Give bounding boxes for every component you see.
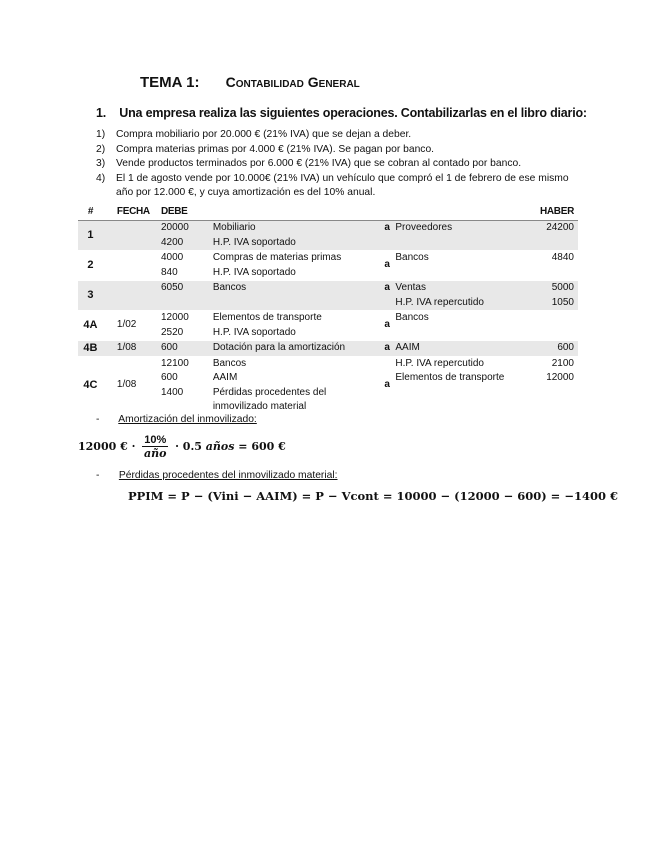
entry-date [103, 221, 161, 251]
journal-row [78, 281, 578, 311]
debit-amounts [161, 341, 213, 357]
credit-amount: 4840 [551, 252, 574, 263]
credit-amount: 1050 [551, 296, 574, 308]
journal-row [78, 341, 578, 357]
credit-amount: 2100 [551, 357, 574, 369]
debit-amount: 1400 [160, 386, 184, 398]
credit-account: H.P. IVA repercutido [395, 296, 484, 308]
credit-account: Bancos [395, 312, 429, 323]
question-heading [96, 106, 587, 120]
debit-account: Bancos [212, 282, 247, 293]
fraction-numerator: 10% [144, 434, 167, 446]
a-separator: a [379, 356, 396, 415]
header-fecha: FECHA [103, 205, 161, 221]
journal-table [78, 205, 578, 415]
entry-number: 4A [78, 311, 103, 341]
a-separator: a [379, 251, 396, 281]
credit-amount: 12000 [546, 372, 574, 383]
debit-account: Compras de materias primas [212, 252, 342, 263]
journal-row [78, 221, 578, 251]
losses-note: - Pérdidas procedentes del inmovilizado material: [96, 470, 338, 481]
debit-account: inmovilizado material [212, 401, 307, 412]
header-haber: HABER [530, 205, 578, 221]
fraction-denominator: año [144, 447, 167, 460]
a-separator: a [379, 281, 396, 311]
credit-account: AAIM [395, 342, 420, 353]
tema-label: TEMA 1: [140, 74, 200, 91]
credit-amount: 600 [557, 342, 574, 353]
operation-text: Compra mobiliario por 20.000 € (21% IVA) que se dejan a deber. [116, 129, 412, 140]
credit-amounts [530, 281, 578, 311]
credit-accounts [395, 281, 530, 311]
entry-date: 1/08 [103, 341, 161, 357]
formula-unit: años [205, 440, 235, 453]
credit-amount: 24200 [546, 222, 574, 233]
debit-account: Dotación para la amortización [212, 342, 346, 353]
document-title [140, 74, 360, 91]
credit-accounts [395, 341, 530, 357]
journal-row [78, 356, 578, 415]
debit-accounts [213, 281, 379, 311]
debit-account: Bancos [212, 357, 247, 369]
debit-amount: 2520 [160, 326, 184, 338]
operation-number: 3) [96, 158, 106, 169]
entry-number: 4B [78, 341, 103, 357]
debit-amounts [161, 251, 213, 281]
debit-amounts [161, 221, 213, 251]
operation-item [96, 172, 588, 201]
formula-result: = 600 € [238, 440, 286, 453]
debit-amounts [161, 281, 213, 311]
debit-accounts [213, 356, 379, 415]
entry-date [103, 281, 161, 311]
losses-formula: PPIM = P − (Vini − AAIM) = P − Vcont = 10000 − (12000 − 600) = −1400 € [128, 489, 618, 503]
operation-item [96, 143, 588, 158]
operation-item [96, 128, 588, 143]
subject-label: Contabilidad General [225, 74, 360, 90]
a-separator: a [379, 341, 396, 357]
journal-row [78, 251, 578, 281]
entry-date [103, 251, 161, 281]
operation-text: El 1 de agosto vende por 10.000€ (21% IVA) un vehículo que compró el 1 de febrero de ese mismo año por 12.000 €, y cuya amortización es del 10% anual. [116, 172, 569, 198]
debit-account: H.P. IVA soportado [212, 266, 296, 278]
debit-accounts [213, 221, 379, 251]
debit-account: H.P. IVA soportado [212, 236, 296, 248]
credit-account: Proveedores [395, 222, 453, 233]
entry-date: 1/08 [103, 356, 161, 415]
operations-list [96, 128, 588, 201]
entry-number: 1 [78, 221, 103, 251]
debit-accounts [213, 251, 379, 281]
a-separator: a [379, 221, 396, 251]
header-num: # [78, 205, 103, 221]
formula-lead: 12000 € · [78, 440, 136, 453]
amortization-label: Amortización del inmovilizado: [118, 414, 257, 425]
operation-number: 4) [96, 172, 106, 184]
credit-amounts [530, 221, 578, 251]
credit-accounts [395, 251, 530, 281]
debit-amount: 12100 [160, 357, 189, 369]
debit-account: Pérdidas procedentes del [212, 386, 327, 398]
credit-accounts [395, 356, 530, 415]
entry-number: 3 [78, 281, 103, 311]
fraction [142, 434, 168, 460]
amortization-note: - Amortización del inmovilizado: [96, 414, 257, 425]
debit-account: Elementos de transporte [212, 312, 322, 323]
debit-amount: 600 [160, 342, 178, 353]
credit-amount: 5000 [551, 282, 574, 293]
credit-amounts [530, 311, 578, 341]
entry-date: 1/02 [103, 311, 161, 341]
formula-tail: · 0.5 [175, 440, 202, 453]
debit-amount: 6050 [160, 282, 184, 293]
debit-account: Mobiliario [212, 222, 256, 233]
credit-account: Ventas [395, 282, 426, 293]
credit-accounts [395, 311, 530, 341]
header-debe: DEBE [161, 205, 213, 221]
credit-amounts [530, 356, 578, 415]
entry-number: 2 [78, 251, 103, 281]
operation-text: Compra materias primas por 4.000 € (21% IVA). Se pagan por banco. [116, 143, 435, 155]
debit-amount: 600 [160, 372, 178, 383]
debit-accounts [213, 311, 379, 341]
credit-account: Elementos de transporte [395, 372, 505, 383]
operation-number: 2) [96, 143, 106, 155]
credit-account: Bancos [395, 252, 429, 263]
journal-row [78, 311, 578, 341]
question-number: 1. [96, 106, 107, 120]
credit-amounts [530, 341, 578, 357]
debit-account: H.P. IVA soportado [212, 326, 296, 338]
operation-item [96, 157, 588, 172]
journal-header-row [78, 205, 578, 221]
operation-number: 1) [96, 129, 106, 140]
credit-account: H.P. IVA repercutido [395, 357, 484, 369]
debit-account: AAIM [212, 372, 238, 383]
credit-amounts [530, 251, 578, 281]
debit-amounts [161, 356, 213, 415]
debit-amount: 4000 [160, 252, 184, 263]
debit-amounts [161, 311, 213, 341]
debit-amount: 12000 [160, 312, 189, 323]
entry-number: 4C [78, 356, 103, 415]
a-separator: a [379, 311, 396, 341]
debit-accounts [213, 341, 379, 357]
debit-amount: 4200 [160, 236, 184, 248]
debit-amount: 20000 [160, 222, 189, 233]
operation-text: Vende productos terminados por 6.000 € (21% IVA) que se cobran al contado por banco. [116, 158, 522, 169]
question-text: Una empresa realiza las siguientes operaciones. Contabilizarlas en el libro diario: [119, 106, 587, 120]
credit-accounts [395, 221, 530, 251]
debit-amount: 840 [160, 266, 178, 278]
losses-label: Pérdidas procedentes del inmovilizado material: [118, 470, 338, 481]
amortization-formula [78, 434, 286, 460]
